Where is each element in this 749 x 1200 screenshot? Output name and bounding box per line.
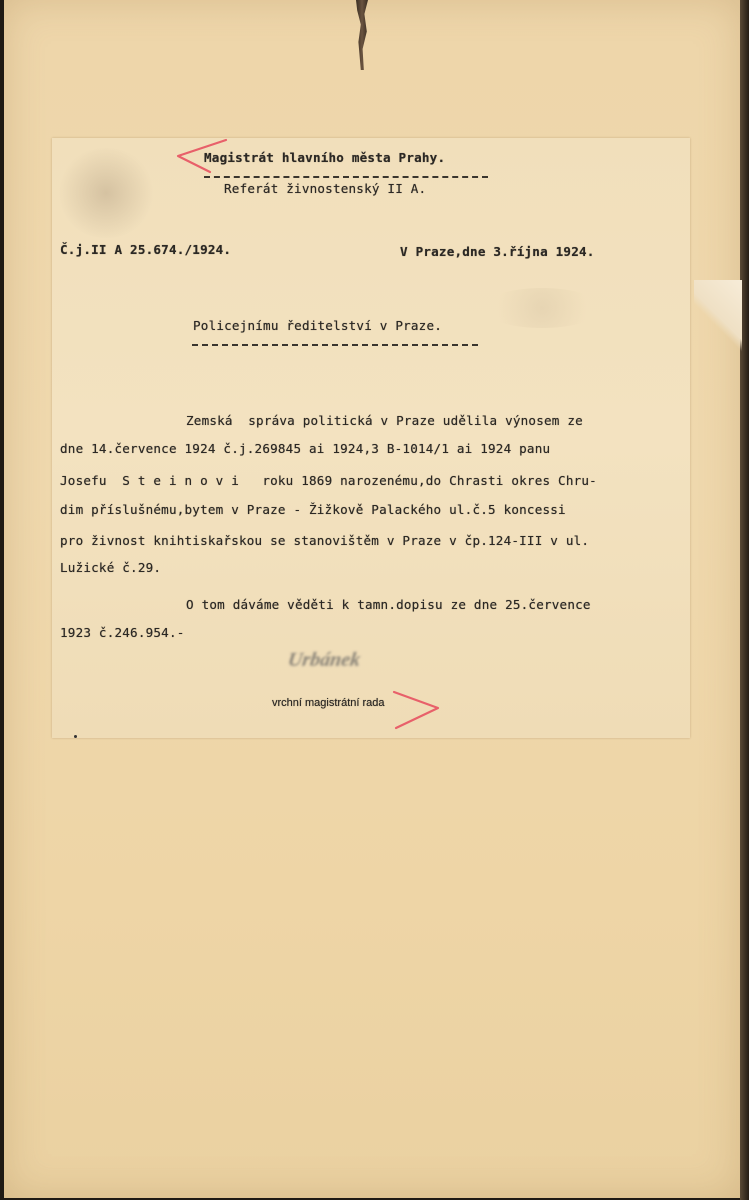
- closing-line: O tom dáváme věděti k tamn.dopisu ze dne 25.července: [186, 597, 591, 612]
- corner-fold: [694, 280, 742, 352]
- file-number: Č.j.II A 25.674./1924.: [60, 242, 232, 257]
- closing-line: 1923 č.246.954.-: [60, 625, 185, 640]
- scan-edge: [740, 0, 749, 1200]
- office-name: Magistrát hlavního města Prahy.: [204, 150, 446, 165]
- body-line: dne 14.července 1924 č.j.269845 ai 1924,3 B-1014/1 ai 1924 panu: [60, 441, 551, 456]
- addressee: Policejnímu ředitelství v Praze.: [193, 318, 443, 333]
- stain: [482, 288, 602, 328]
- department-name: Referát živnostenský II A.: [224, 181, 427, 196]
- signature-stamp-text: Urbánek: [286, 649, 362, 671]
- body-line: dim příslušnému,bytem v Praze - Žižkově Palackého ul.č.5 koncessi: [60, 502, 566, 517]
- body-line: Lužické č.29.: [60, 560, 162, 575]
- body-line: pro živnost knihtiskařskou se stanovištěm v Praze v čp.124-III v ul.: [60, 533, 590, 548]
- signatory-title: vrchní magistrátní rada: [272, 697, 385, 709]
- paper-tear: [356, 0, 368, 70]
- addressee-underline: [192, 344, 478, 346]
- place-and-date: V Praze,dne 3.října 1924.: [400, 244, 595, 259]
- header-underline: [204, 176, 488, 178]
- red-pencil-chevron-icon: [390, 688, 444, 732]
- body-line: Zemská správa politická v Praze udělila výnosem ze: [186, 413, 583, 428]
- signature-stamp: [286, 646, 394, 672]
- stain: [56, 148, 156, 238]
- body-line: Josefu S t e i n o v i roku 1869 narozenému,do Chrasti okres Chru-: [60, 473, 597, 488]
- ink-dot: [74, 735, 77, 738]
